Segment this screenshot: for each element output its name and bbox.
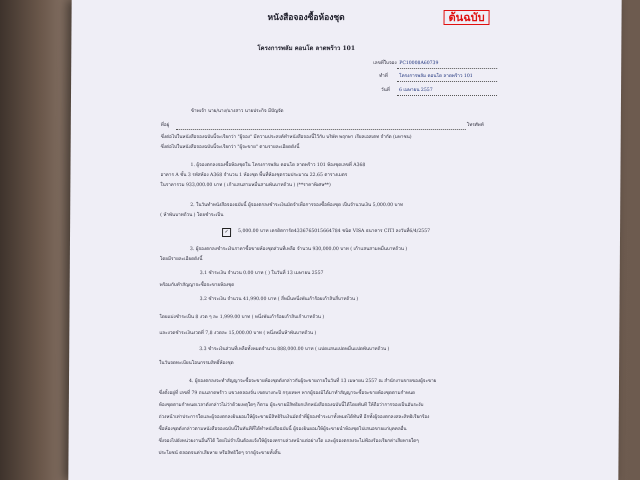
intro-line-2: ซึ่งต่อไปในหนังสือจองฉบับนี้จะเรียกว่า "ผู้จะขาย" ตามรายละเอียดดังนี้	[160, 145, 300, 150]
clause-2-line-2: ( ห้าพันบาทถ้วน ) โดยชำระเป็น	[160, 213, 224, 218]
original-stamp: ต้นฉบับ	[444, 10, 490, 25]
clause-3-1-line-1: 3.1 ชำระเงิน จำนวน 0.00 บาท ( ) ในวันที่ 13 เมษายน 2557	[199, 271, 324, 276]
date-value: 6 เมษายน 2557	[399, 88, 433, 93]
clause-3-line-2: โดยมีรายละเอียดดังนี้	[159, 257, 203, 262]
clause-3-line-1: 3. ผู้จองตกลงชำระเงินราคาซื้อขายห้องชุดส่วนที่เหลือ จำนวน 930,000.00 บาท ( เก้าแสนสามหมื่นบาทถ้วน )	[189, 247, 408, 252]
clause-3-3-line-1: 3.3 ชำระเงินส่วนที่เหลือทั้งหมดจำนวน 888,000.00 บาท ( แปดแสนแปดหมื่นแปดพันบาทถ้วน )	[199, 347, 390, 352]
clause-4-line-6: ซึ่งจองไปยังหน่วยงานอื่นก็ได้ โดยไม่จำเป็นต้องแจ้งให้ผู้จองทราบล่วงหน้าแต่อย่างใด และผู้จองตกลงจะไม่ฟ้องร้องเรียกค่าเสียหายใดๆ	[158, 439, 419, 444]
clause-3-2-line-3: และงวดชำระเงินงวดที่ 7,8 งวดละ 15,000.00 บาท ( หนึ่งหมื่นห้าพันบาทถ้วน )	[159, 331, 317, 336]
phone-label: โทรศัพท์	[466, 123, 484, 128]
doc-no-label: เลขที่ใบจอง	[373, 61, 397, 66]
clause-4-line-5: ซื้อห้องชุดดังกล่าวตามหนังสือจองฉบับนี้ในทันทีที่ได้ทำหนังสือฉบับนี้ ผู้จองยินยอมให้ผู้จะขายนำห้องชุดไปเสนอขายแก่บุคคลอื่น	[158, 427, 407, 432]
payment-checkbox: ✓	[222, 228, 231, 237]
clause-1-line-3: ในราคารวม 933,000.00 บาท ( เก้าแสนสามหมื่นสามพันบาทถ้วน ) (**ราคาพิเศษ**)	[160, 183, 331, 188]
place-value: โครงการพลัม คอนโด ลาดพร้าว 101	[399, 74, 473, 79]
clause-3-3-line-2: ในวันจดทะเบียนโอนกรรมสิทธิ์ห้องชุด	[159, 361, 234, 366]
clause-4-line-2: ซึ่งตั้งอยู่ที่ เลขที่ 79 ถนนลาดพร้าว แขวงคลองจั่น เขตบางกะปิ กรุงเทพฯ หากผู้จองมิได้มาทำสัญญาจะซื้อจะขายห้องชุดตามกำหนด	[158, 391, 416, 396]
place-label: ทำที่	[379, 74, 388, 79]
project-name: โครงการพลัม คอนโด ลาดพร้าว 101	[257, 45, 356, 52]
clause-4-line-1: 4. ผู้จองตกลงจะทำสัญญาจะซื้อจะขายห้องชุดดังกล่าวกับผู้จะขายภายในวันที่ 13 เมษายน 2557 ณ สำนักงานขายของผู้จะขาย	[188, 379, 437, 384]
clause-4-line-3: ห้องชุดตามกำหนดเวลาดังกล่าวไม่ว่าด้วยเหตุใดๆ ก็ตาม ผู้จะขายมีสิทธิยกเลิกหนังสือจองฉบับนี้ได้โดยทันที ให้ถือว่าการจองเป็นอันระงับ	[158, 403, 424, 408]
buyer-name-line: ข้าพเจ้า นาย/นาง/นางสาว นายประกิจ มีปัญจัด	[190, 109, 284, 114]
clause-3-2-line-1: 3.2 ชำระเงิน จำนวน 41,990.00 บาท ( สี่หมื่นหนึ่งพันเก้าร้อยเก้าสิบสี่บาทถ้วน )	[199, 297, 359, 302]
clause-4-line-7: ประโยชน์ ตลอดจนค่าเสียหาย หรือสิทธิใดๆ จากผู้จะขายทั้งสิ้น	[158, 451, 281, 456]
date-label: วันที่	[381, 88, 390, 93]
intro-line-1: ซึ่งต่อไปในหนังสือจองฉบับนี้จะเรียกว่า "ผู้จอง" มีความประสงค์ทำหนังสือจองนี้ไว้กับ บริษัท พฤกษา เรียลเอสเตท จำกัด (มหาชน)	[160, 135, 412, 140]
clause-2-line-1: 2. ในวันทำหนังสือจองฉบับนี้ ผู้จองตกลงชำระเงินมัดจำเพื่อการจองซื้อห้องชุด เป็นจำนวนเงิน 5,000.00 บาท	[190, 203, 404, 208]
document-title: หนังสือจองซื้อห้องชุด	[267, 13, 345, 23]
payment-card-line: 5,000.00 บาท เครดิตการ์ด4336765015664784 ชนิด VISA ธนาคาร CITI ลงวันที่6/4/2557	[238, 229, 431, 234]
clause-1-line-1: 1. ผู้จองตกลงจองซื้อห้องชุดใน โครงการพลัม คอนโด ลาดพร้าว 101 ห้องชุดเลขที่ A368	[190, 163, 366, 168]
clause-1-line-2: อาคาร A ชั้น 3 รหัสห้อง A368 จำนวน 1 ห้องชุด พื้นที่ห้องชุดรวมประมาณ 22.65 ตารางเมตร	[160, 173, 348, 178]
booking-document	[68, 0, 621, 480]
clause-4-line-4: ถ่วงหน้าเท่าประการใดและผู้จองตกลงยินยอมให้ผู้จะขายมีสิทธิริบเงินมัดจำที่ผู้จองชำระมาทั้งหมดได้ทันที อีกทั้งผู้จองตกลงสละสิทธิเรียกร้อง	[158, 415, 430, 420]
clause-3-2-line-2: โดยแบ่งชำระเป็น 8 งวด ๆ ละ 1,999.00 บาท ( หนึ่งพันเก้าร้อยเก้าสิบเก้าบาทถ้วน )	[159, 315, 325, 320]
address-label: ที่อยู่	[160, 123, 170, 128]
clause-3-1-line-2: พร้อมกับทำสัญญาจะซื้อจะขายห้องชุด	[159, 283, 235, 288]
doc-no-value: PC10008A60739	[399, 61, 439, 66]
